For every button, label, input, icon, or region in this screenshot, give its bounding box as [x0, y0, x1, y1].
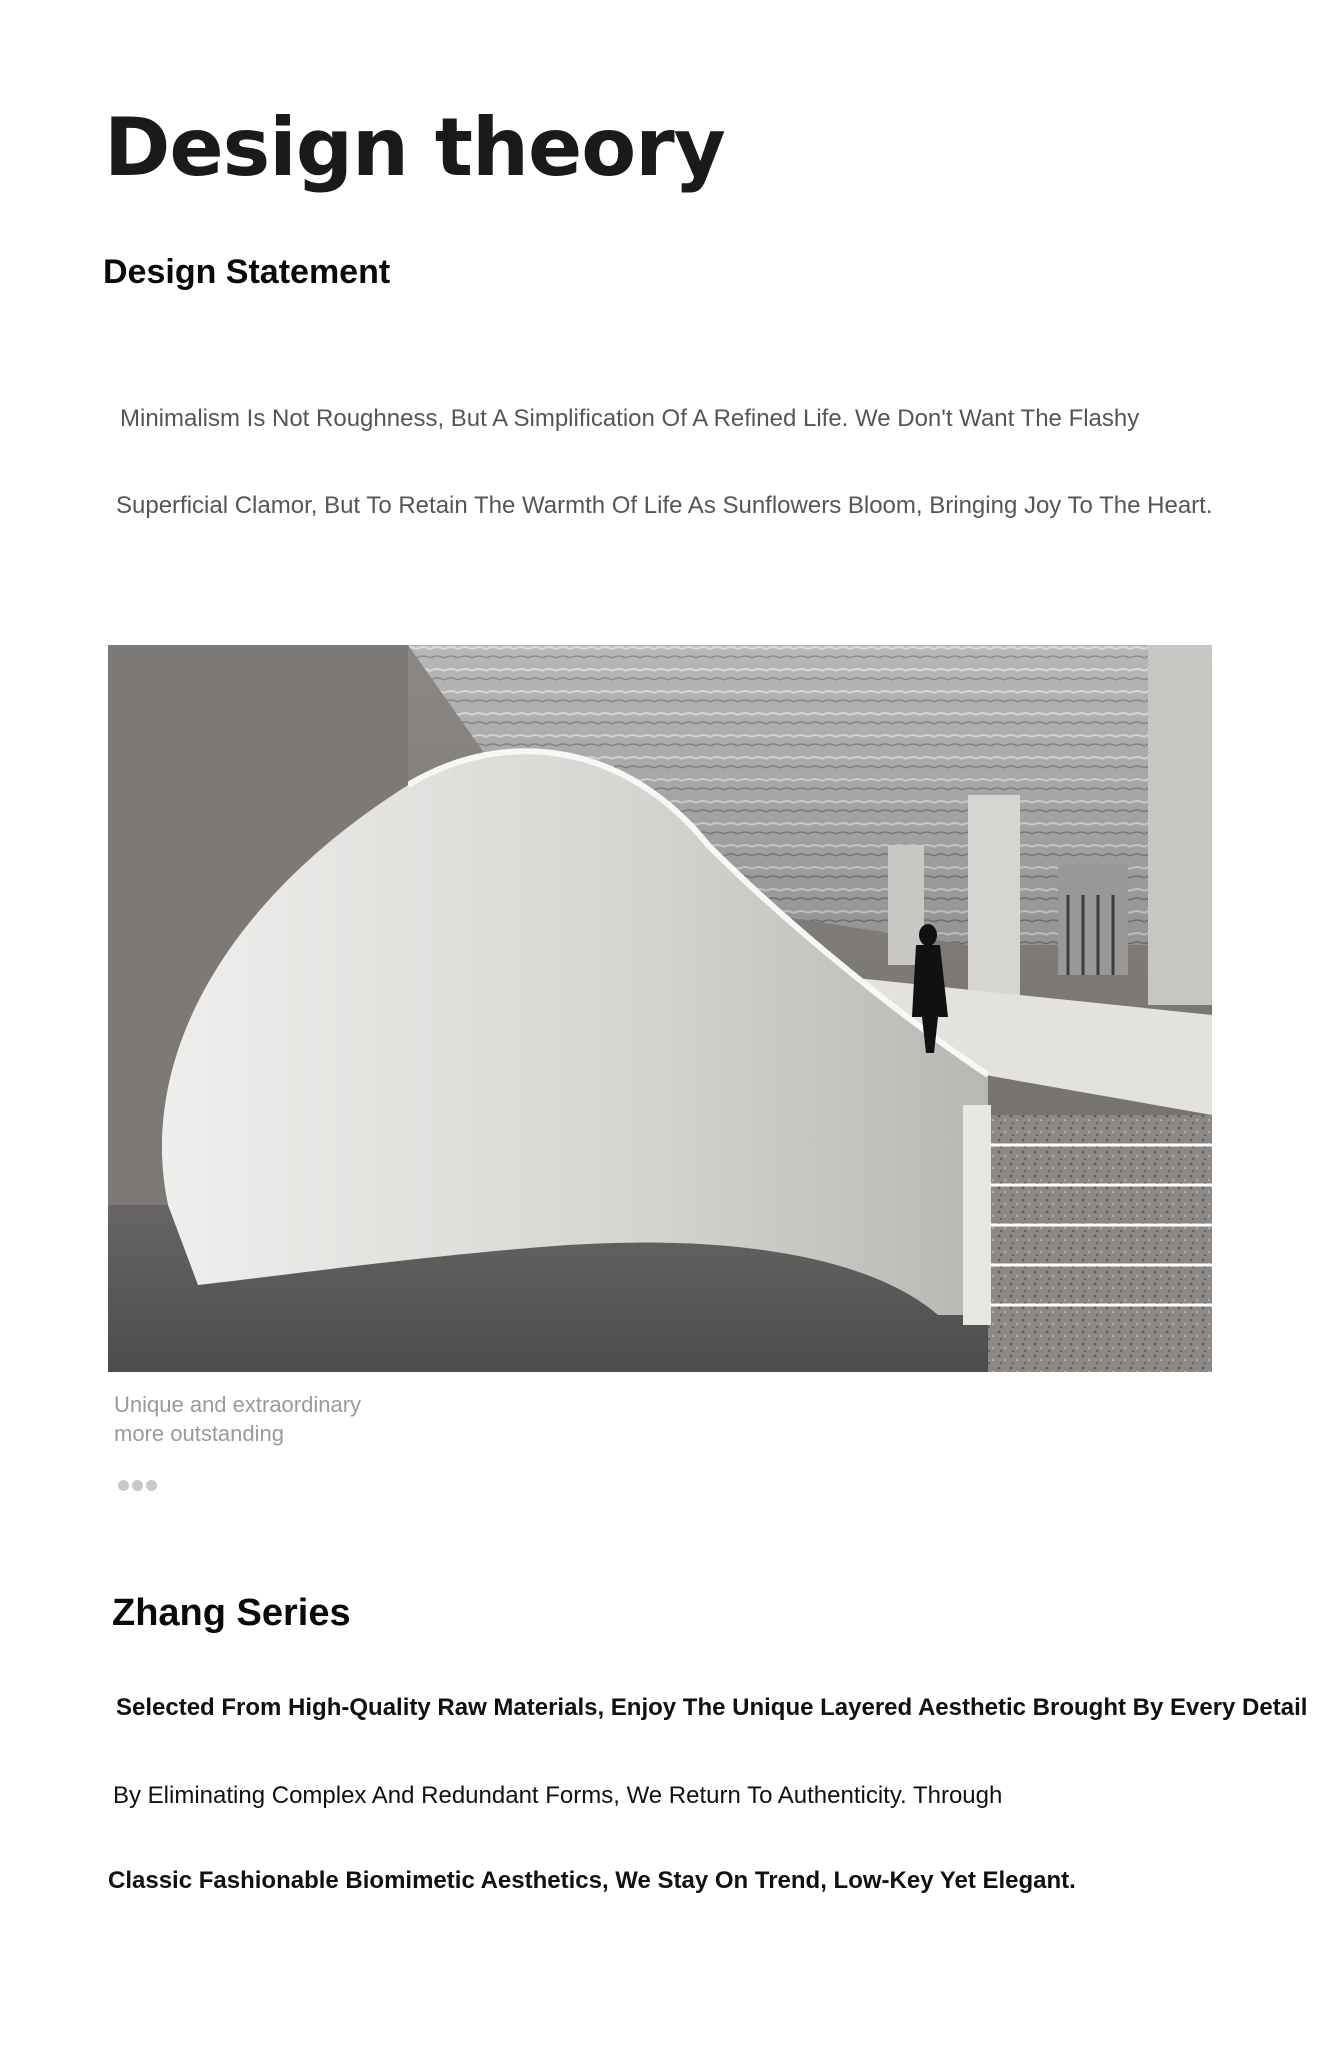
- dot: [118, 1480, 129, 1491]
- statement-line: Minimalism Is Not Roughness, But A Simplification Of A Refined Life. We Don't Want The Flashy: [120, 405, 1140, 432]
- ellipsis-icon: [118, 1480, 157, 1491]
- spiral-staircase-interior-icon: [108, 645, 1212, 1372]
- series-line: Selected From High-Quality Raw Materials, Enjoy The Unique Layered Aesthetic Brought By Every Detail: [116, 1694, 1308, 1721]
- statement-line: Superficial Clamor, But To Retain The Warmth Of Life As Sunflowers Bloom, Bringing Joy To The Heart.: [116, 492, 1213, 519]
- page-title: Design theory: [104, 101, 725, 194]
- zhang-series-heading: Zhang Series: [112, 1592, 351, 1634]
- photo-caption: more outstanding: [114, 1421, 284, 1446]
- dot: [146, 1480, 157, 1491]
- series-line: Classic Fashionable Biomimetic Aesthetics, We Stay On Trend, Low-Key Yet Elegant.: [108, 1867, 1076, 1894]
- series-line: By Eliminating Complex And Redundant Forms, We Return To Authenticity. Through: [113, 1782, 1003, 1809]
- photo-caption: Unique and extraordinary: [114, 1392, 362, 1417]
- design-statement-heading: Design Statement: [103, 253, 391, 291]
- dot: [132, 1480, 143, 1491]
- staircase-photo: [108, 645, 1212, 1372]
